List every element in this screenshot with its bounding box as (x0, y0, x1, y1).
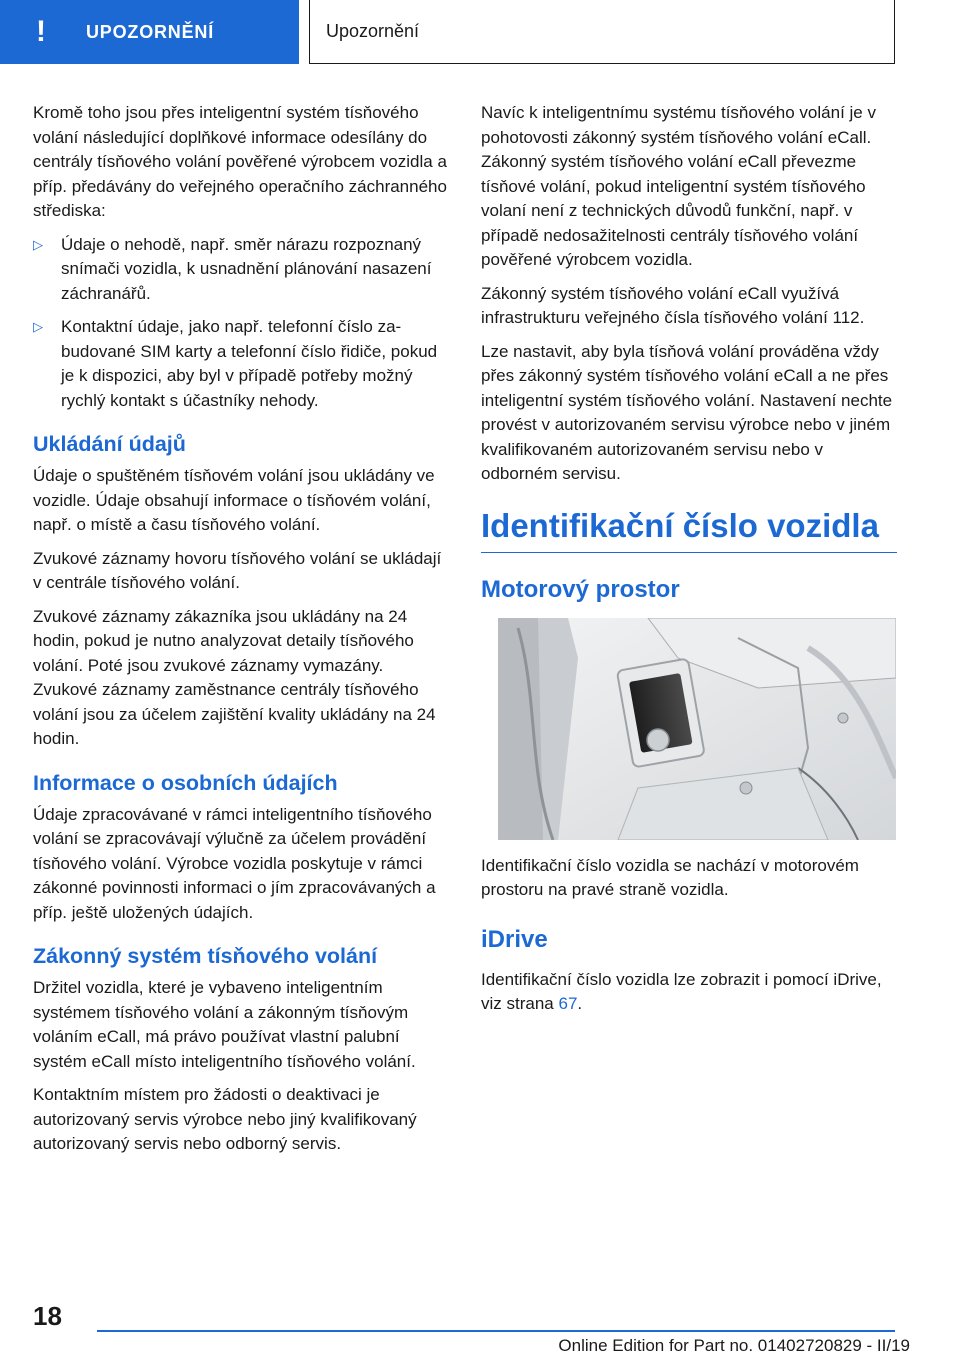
paragraph-end: . (577, 994, 583, 1013)
left-column (33, 101, 449, 1166)
header-tab (0, 0, 299, 64)
heading-idrive: iDrive (481, 925, 548, 953)
edition-note: Online Edition for Part no. 01402720829 - II/19 (558, 1336, 910, 1355)
heading-data-storage: Ukládání údajů (33, 432, 186, 456)
paragraph: Navíc k inteligentnímu systému tísňového volání je v pohotovosti zákonný systém tísňového volání eCall. Zákonný systém tísňového volání eCall převezme tísňové volání, pokud inteligentní systém tísňového volaní není z technických důvodů funkční, např. v případě nedosažitelnosti centrály tísňového volání pověřené výrobcem vozidla. (481, 103, 876, 269)
list-item (33, 315, 449, 413)
heading-vin: Identifikační číslo vozidla (481, 506, 897, 553)
footer-divider (97, 1330, 895, 1332)
list-item-text: Kontaktní údaje, jako např. telefonní číslo zabudované SIM karty a telefonní číslo řidiče, pokud je k dispozici, aby byl v případě potřeby možný rychlý kontakt s účastníky nehody. (61, 317, 438, 410)
heading-legal-emergency-call: Zákonný systém tísňového volání (33, 944, 378, 968)
paragraph: Zvukové záznamy zákazníka jsou ukládány na 24 hodin, pokud je nutno analyzovat detaily tísňového volání. Poté jsou zvukové záznamy vymazány. Zvukové záznamy zaměstnance centrály tísňového volání jsou za účelem zajištění kvality ukládány na 24 hodin. (33, 606, 436, 748)
bullet-list (33, 233, 449, 414)
engine-compartment-image (498, 618, 896, 840)
paragraph: Identifikační číslo vozidla se nachází v motorovém prostoru na pravé straně vozidla. (481, 855, 859, 899)
heading-personal-data: Informace o osobních údajích (33, 770, 338, 795)
paragraph: Lze nastavit, aby byla tísňová volání prováděna vždy přes zákonný systém tísňového volání eCall a ne přes inteligentní systém tísňového volání. Nastavení nechte provést v autorizovaném servisu výrobce nebo v jiném kvalifikovaném autorizovaném servisu nebo v odborném servisu. (481, 341, 893, 483)
intro-paragraph: Kromě toho jsou přes inteligentní systém tísňového volání následující doplňkové informace odesílány do centrály tísňového volání pověřené výrobcem vozidla a příp. předávány do veřejného operačního záchranného střediska: (33, 103, 447, 220)
page-reference-link[interactable]: 67 (558, 994, 578, 1013)
paragraph: Údaje zpracovávané v rámci inteligentního tísňového volání se zpracovávají výlučně za účelem provádění tísňového volání. Výrobce vozidla poskytuje v rámci zákonné povinnosti informaci o jím zpracovávaných a příp. ještě uložených údajích. (33, 804, 436, 922)
paragraph: Údaje o spuštěném tísňovém volání jsou ukládány ve vozidle. Údaje obsahují informace o tísňovém volání, např. o místě a času tísňového volání. (33, 466, 435, 534)
paragraph: Držitel vozidla, které je vybaveno inteligentním systémem tísňového volání a zákonným tísňovým voláním eCall, má právo používat vlastní palubní systém eCall místo inteligentního tísňového volání. (33, 978, 416, 1071)
triangle-bullet-icon: ▷ (33, 236, 43, 252)
header-box (309, 0, 895, 64)
triangle-bullet-icon: ▷ (33, 319, 43, 334)
paragraph: Zvukové záznamy hovoru tísňového volání se ukládají v centrále tísňového volání. (33, 548, 442, 592)
paragraph: Zákonný systém tísňového volání eCall využívá infrastrukturu veřejného čísla tísňového volání 112. (481, 283, 865, 327)
list-item-text: Údaje o nehodě, např. směr nárazu rozpoznaný snímači vozidla, k usnadnění plánování nasazení záchranářů. (61, 234, 432, 303)
chapter-title: Upozornění (326, 21, 420, 41)
warning-icon: ! (36, 15, 46, 48)
right-column (481, 101, 897, 1026)
list-item (33, 233, 449, 307)
heading-engine-compartment: Motorový prostor (481, 575, 680, 603)
page-number: 18 (33, 1301, 62, 1331)
paragraph-text: Identifikační číslo vozidla lze zobrazit i pomocí iDrive, viz strana (481, 969, 882, 1013)
section-tab-label: UPOZORNĚNÍ (86, 21, 215, 42)
paragraph (481, 968, 897, 1017)
paragraph: Kontaktním místem pro žádosti o deaktivaci je autorizovaný servis výrobce nebo jiný kvalifikovaný autorizovaný servis nebo odborný servis. (33, 1085, 417, 1153)
